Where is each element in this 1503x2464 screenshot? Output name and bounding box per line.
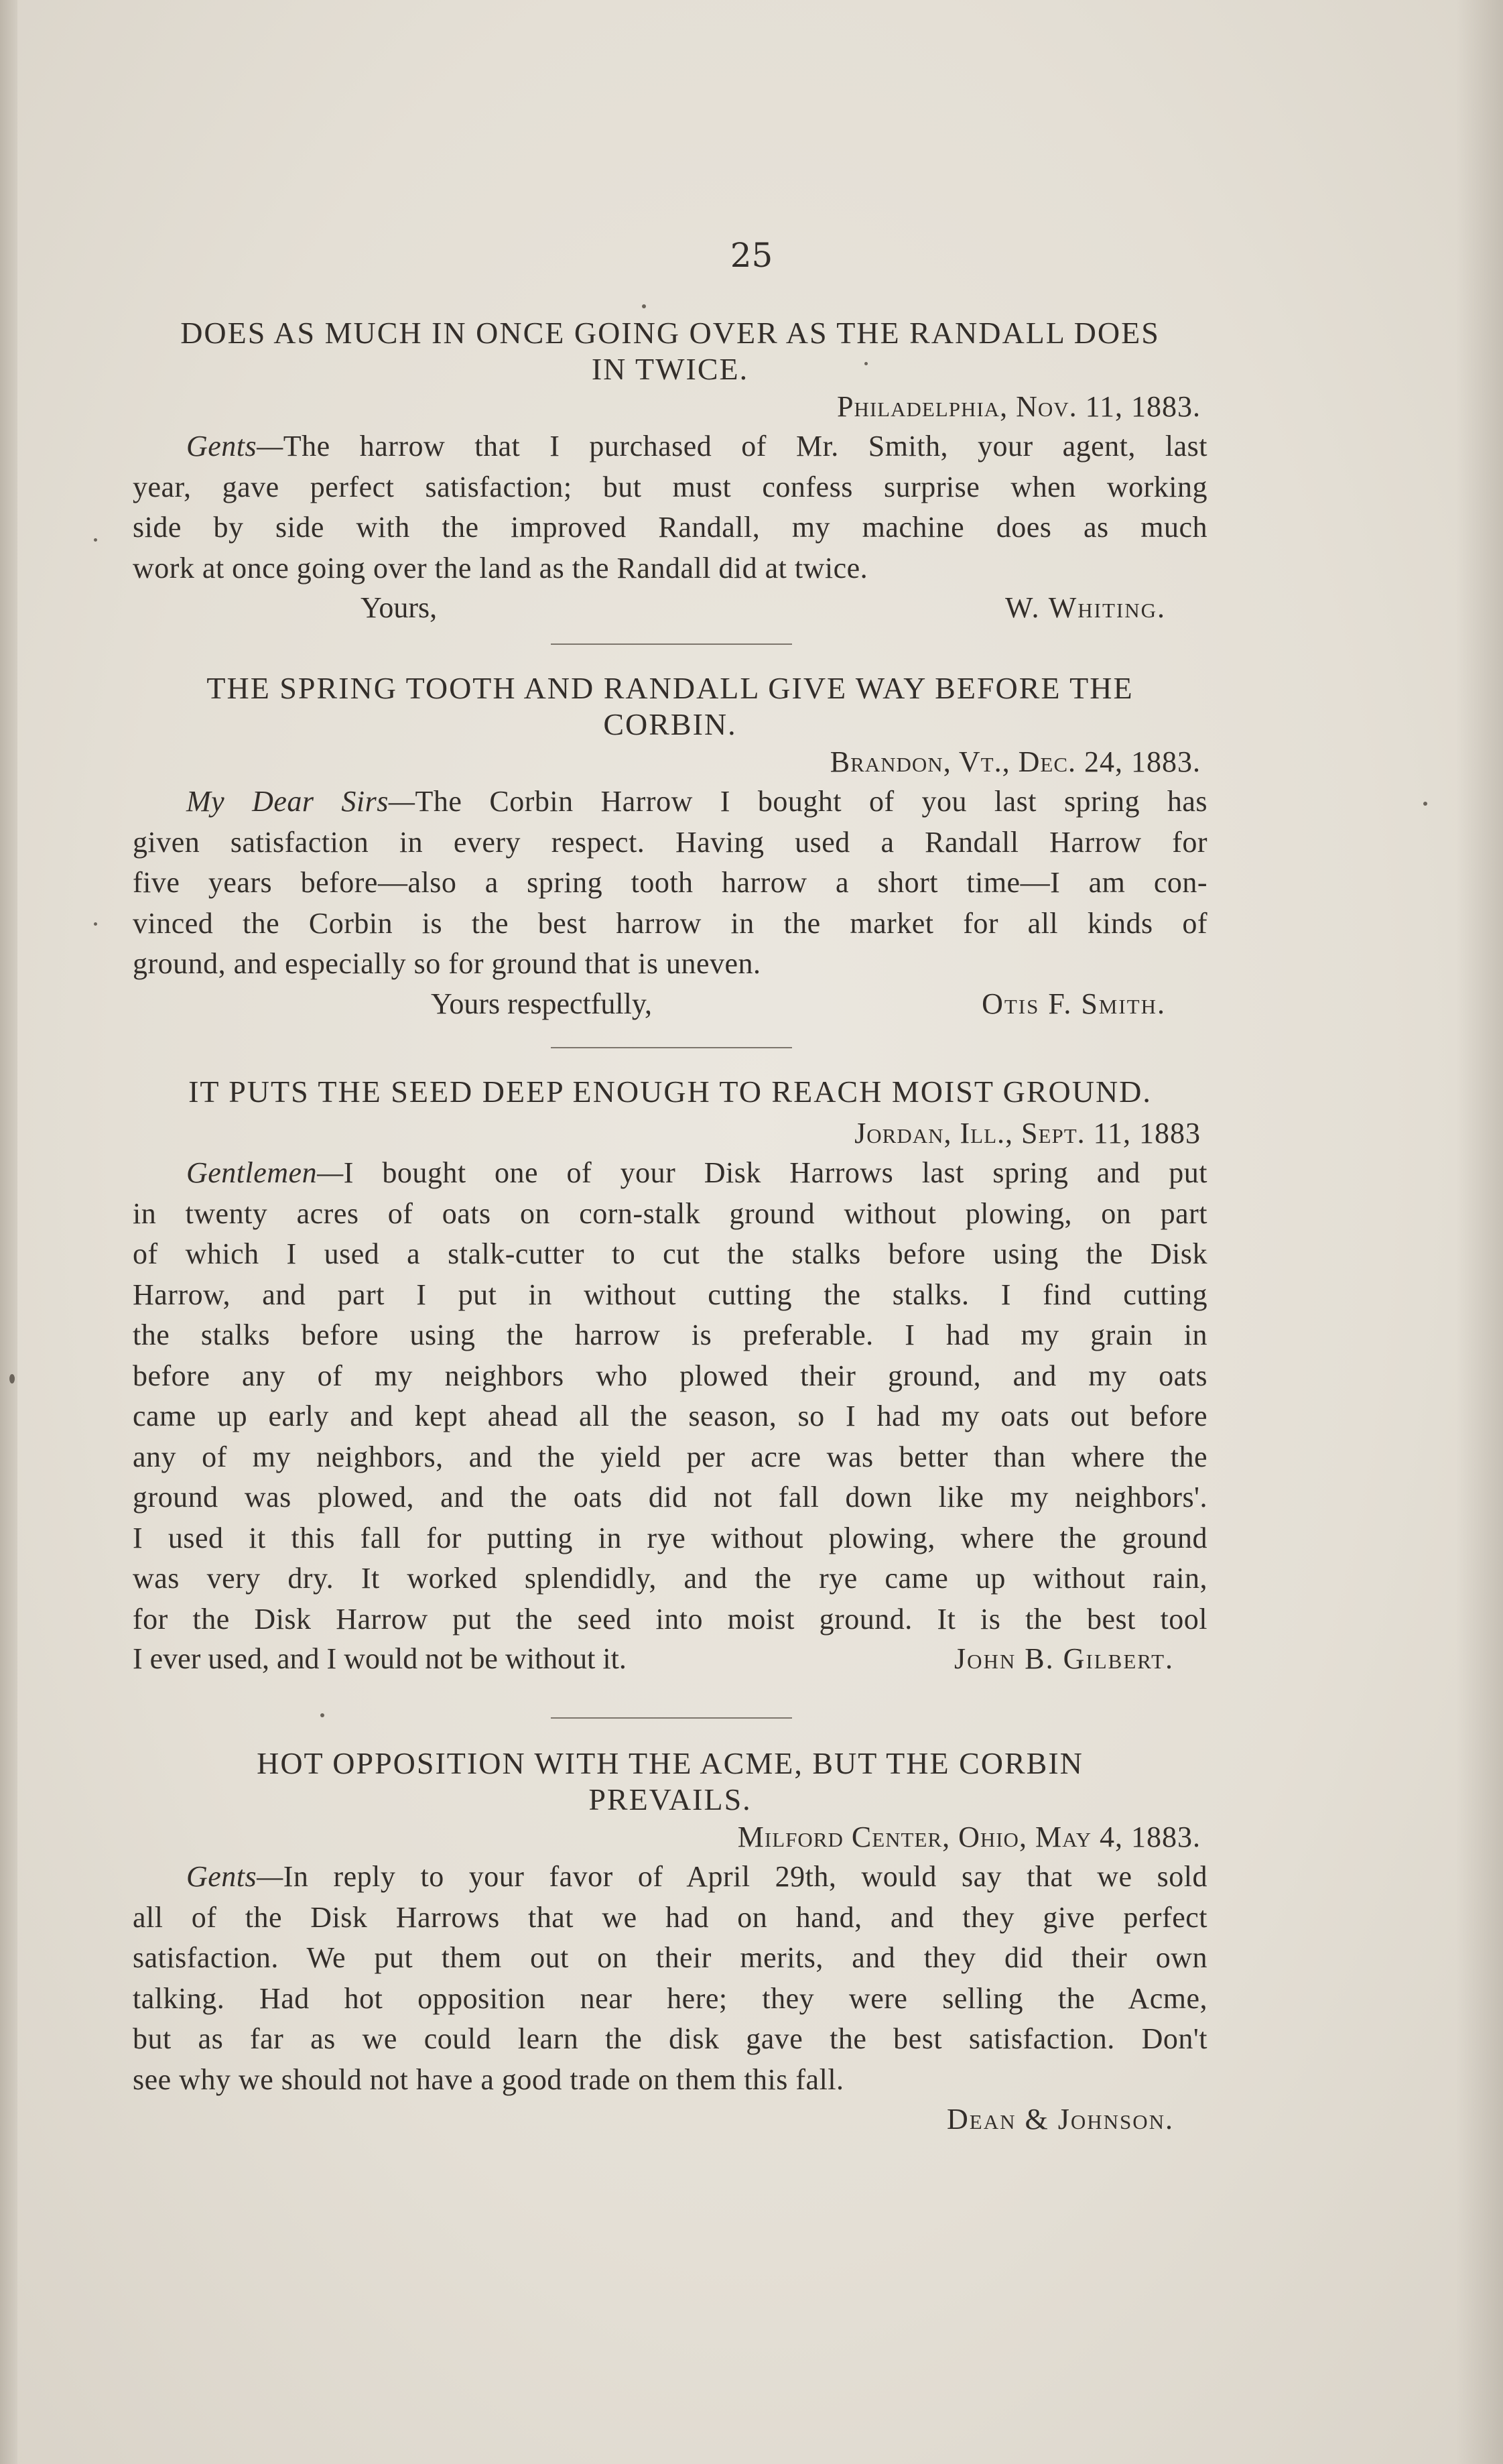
letter-4-salutation: Gents—	[186, 1860, 283, 1893]
letter-4	[133, 1745, 1207, 2139]
letter-3-body-line-4: Harrow, and part I put in without cutting the stalks. I find cutting	[133, 1278, 1207, 1311]
letter-3-body-line-2: in twenty acres of oats on corn-stalk ground without plowing, on part	[133, 1196, 1207, 1230]
letter-2-dateline: Brandon, Vt., Dec. 24, 1883.	[830, 745, 1201, 778]
letter-3-signer: John B. Gilbert.	[954, 1642, 1174, 1675]
letter-2-closing: Yours respectfully,	[431, 987, 652, 1020]
letter-3-salutation: Gentlemen—	[186, 1156, 344, 1189]
letter-3-body-line-3: of which I used a stalk-cutter to cut the stalks before using the Disk	[133, 1237, 1207, 1270]
letter-1-body-line-4: work at once going over the land as the Randall did at twice.	[133, 551, 868, 584]
letter-4-body-text-1: In reply to your favor of April 29th, would say that we sold	[283, 1860, 1207, 1893]
letter-3-heading-line-1: IT PUTS THE SEED DEEP ENOUGH TO REACH MOIST GROUND.	[188, 1074, 1152, 1109]
letter-3-body-line-1	[133, 1153, 1207, 1194]
letter-2	[133, 670, 1207, 1024]
letter-1-body-text-1: The harrow that I purchased of Mr. Smith, your agent, last	[283, 430, 1207, 463]
paper-fleck	[9, 1374, 15, 1383]
letter-2-body-line-2: given satisfaction in every respect. Having used a Randall Harrow for	[133, 825, 1207, 859]
letter-3-body-line-12: for the Disk Harrow put the seed into moist ground. It is the best tool	[133, 1602, 1207, 1636]
letter-1-body-line-3: side by side with the improved Randall, my machine does as much	[133, 511, 1207, 544]
letter-2-signer: Otis F. Smith.	[982, 987, 1166, 1020]
divider-2	[551, 1047, 792, 1048]
letter-2-salutation: My Dear Sirs—	[186, 785, 415, 818]
letter-4-heading-line-2: PREVAILS.	[588, 1782, 752, 1816]
letter-3-body-line-8: any of my neighbors, and the yield per acre was better than where the	[133, 1440, 1207, 1473]
divider-3	[551, 1717, 792, 1719]
letter-3-signoff	[133, 1640, 1207, 1678]
page-right-shadow	[1456, 0, 1503, 2464]
letter-3-body-line-13: I ever used, and I would not be without it.	[133, 1642, 627, 1675]
letter-3-dateline: Jordan, Ill., Sept. 11, 1883	[854, 1117, 1201, 1150]
paper-fleck	[864, 362, 868, 365]
letter-3-body-line-10: I used it this fall for putting in rye without plowing, where the ground	[133, 1521, 1207, 1554]
letter-1-body-line-2: year, gave perfect satisfaction; but must confess surprise when working	[133, 470, 1207, 503]
letter-1-heading-line-1: DOES AS MUCH IN ONCE GOING OVER AS THE RANDALL DOES	[180, 316, 1160, 350]
letter-2-body-line-1	[133, 782, 1207, 822]
letter-1-signoff	[133, 589, 1207, 627]
letter-1-signer: W. Whiting.	[1005, 591, 1166, 624]
letter-2-signoff	[133, 985, 1207, 1024]
letter-1-closing: Yours,	[361, 591, 438, 624]
paper-fleck	[94, 538, 97, 542]
letter-3	[133, 1074, 1207, 1678]
letter-3-body-line-7: came up early and kept ahead all the season, so I had my oats out before	[133, 1400, 1207, 1432]
letter-2-body-line-5: ground, and especially so for ground that is uneven.	[133, 947, 761, 980]
letter-2-heading-line-1: THE SPRING TOOTH AND RANDALL GIVE WAY BEFORE THE	[206, 671, 1134, 705]
letter-2-body-line-3: five years before—also a spring tooth harrow a short time—I am con-	[133, 866, 1207, 899]
paper-fleck	[94, 922, 97, 926]
letter-4-body-line-3: satisfaction. We put them out on their merits, and they did their own	[133, 1941, 1207, 1974]
letter-3-body-line-5: the stalks before using the harrow is preferable. I had my grain in	[133, 1318, 1207, 1351]
letter-4-body-line-4: talking. Had hot opposition near here; they were selling the Acme,	[133, 1981, 1207, 2015]
paper-fleck	[642, 304, 646, 308]
letter-1-body-line-1	[133, 426, 1207, 467]
paper-fleck	[1423, 802, 1427, 806]
letter-2-heading-line-2: CORBIN.	[603, 707, 737, 741]
paper-fleck	[320, 1713, 324, 1717]
divider-1	[551, 643, 792, 645]
letter-1-heading-line-2: IN TWICE.	[591, 352, 749, 386]
letter-4-body-line-1	[133, 1857, 1207, 1898]
letter-3-body-line-6: before any of my neighbors who plowed their ground, and my oats	[133, 1359, 1207, 1392]
letter-4-heading-line-1: HOT OPPOSITION WITH THE ACME, BUT THE CORBIN	[257, 1746, 1084, 1780]
letter-1-dateline: Philadelphia, Nov. 11, 1883.	[836, 390, 1201, 423]
letter-1-salutation: Gents—	[186, 430, 283, 463]
letter-3-body-line-9: ground was plowed, and the oats did not fall down like my neighbors'.	[133, 1481, 1207, 1514]
letter-4-body-line-6: see why we should not have a good trade on them this fall.	[133, 2062, 844, 2096]
letter-4-body-line-2: all of the Disk Harrows that we had on hand, and they give perfect	[133, 1900, 1207, 1934]
letter-4-signer: Dean & Johnson.	[946, 2103, 1174, 2136]
letter-2-body-line-4: vinced the Corbin is the best harrow in the market for all kinds of	[133, 906, 1207, 940]
letter-4-body-line-5: but as far as we could learn the disk gave the best satisfaction. Don't	[133, 2022, 1207, 2055]
letter-4-dateline: Milford Center, Ohio, May 4, 1883.	[737, 1821, 1201, 1853]
letter-3-body-text-1: I bought one of your Disk Harrows last spring and put	[343, 1156, 1207, 1189]
letter-3-body-line-11: was very dry. It worked splendidly, and the rye came up without rain,	[133, 1562, 1207, 1595]
letter-1	[133, 315, 1207, 627]
page-left-edge	[0, 0, 17, 2464]
letter-2-body-text-1: The Corbin Harrow I bought of you last spring has	[415, 785, 1207, 818]
page-number: 25	[730, 236, 773, 275]
letter-4-signoff	[133, 2100, 1207, 2139]
